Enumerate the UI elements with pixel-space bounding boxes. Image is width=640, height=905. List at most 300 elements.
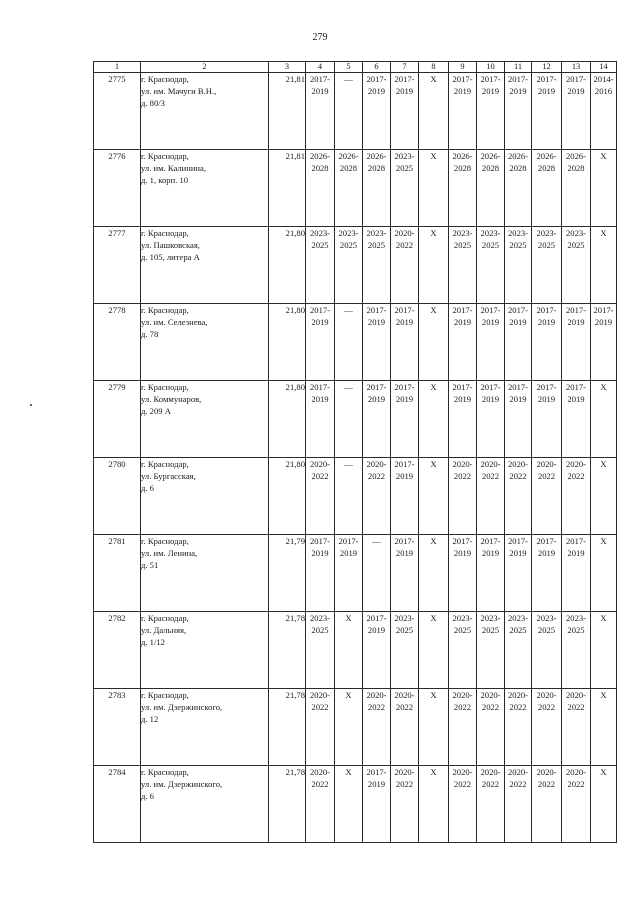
period-line: 2022 <box>311 471 329 481</box>
period-line: — <box>372 536 381 546</box>
period-line: — <box>344 459 353 469</box>
table-row <box>94 73 617 150</box>
period-cell-col-14 <box>591 689 617 766</box>
period-line: 2017- <box>338 536 359 546</box>
period-cell-col-12 <box>532 535 562 612</box>
period-cell-col-5 <box>335 73 363 150</box>
period-line: 2019 <box>453 86 472 96</box>
period-line: 2019 <box>481 317 500 327</box>
period-line: 2025 <box>367 240 386 250</box>
period-cell-col-6 <box>363 766 391 843</box>
period-line: 2028 <box>311 163 329 173</box>
table-body <box>94 73 617 843</box>
period-line: 2017- <box>394 459 415 469</box>
period-cell-col-4 <box>306 304 335 381</box>
period-line: 2019 <box>567 394 585 404</box>
period-line: 2026- <box>452 151 473 161</box>
period-line: 2017- <box>480 382 501 392</box>
period-line: 2028 <box>567 163 585 173</box>
period-cell-col-11 <box>505 381 532 458</box>
period-line: 2025 <box>453 625 472 635</box>
value-cell: 21,81 <box>269 73 306 150</box>
period-cell-col-7 <box>391 381 419 458</box>
address-line: д. 80/3 <box>141 98 165 108</box>
period-line: 2019 <box>453 394 472 404</box>
period-line: 2019 <box>395 86 414 96</box>
period-line: 2020- <box>536 459 557 469</box>
address-line: ул. им. Ленина, <box>141 548 198 558</box>
period-line: 2025 <box>567 240 585 250</box>
value-cell: 21,80 <box>269 304 306 381</box>
period-line: 2017- <box>536 305 557 315</box>
period-line: 2023- <box>309 613 331 623</box>
period-cell-col-10 <box>477 535 505 612</box>
address-line: д. 12 <box>141 714 159 724</box>
period-line: Х <box>345 613 352 623</box>
housing-register-table <box>93 61 617 843</box>
period-line: Х <box>430 767 437 777</box>
period-cell-col-8 <box>419 766 449 843</box>
period-cell-col-10 <box>477 689 505 766</box>
period-cell-col-11 <box>505 73 532 150</box>
period-cell-col-8 <box>419 689 449 766</box>
period-cell-col-7 <box>391 766 419 843</box>
period-line: — <box>344 382 353 392</box>
address-line: г. Краснодар, <box>141 151 189 161</box>
period-cell-col-9 <box>449 227 477 304</box>
period-line: 2020- <box>452 459 473 469</box>
period-cell-col-5 <box>335 150 363 227</box>
period-line: 2022 <box>481 471 500 481</box>
address-line: ул. им. Дзержинского, <box>141 779 223 789</box>
address-cell <box>141 535 269 612</box>
table-row <box>94 766 617 843</box>
period-cell-col-10 <box>477 612 505 689</box>
period-line: 2028 <box>481 163 500 173</box>
record-number-cell: 2783 <box>94 689 141 766</box>
address-line: г. Краснодар, <box>141 690 189 700</box>
period-line: 2026- <box>565 151 587 161</box>
period-line: 2022 <box>453 702 472 712</box>
address-line: д. 1, корп. 10 <box>141 175 189 185</box>
period-line: 2028 <box>453 163 472 173</box>
period-cell-col-5 <box>335 535 363 612</box>
record-number-cell: 2782 <box>94 612 141 689</box>
period-line: 2020- <box>452 690 473 700</box>
period-cell-col-9 <box>449 612 477 689</box>
column-header-6: 6 <box>363 62 391 73</box>
column-header-8: 8 <box>419 62 449 73</box>
period-cell-col-10 <box>477 150 505 227</box>
period-line: 2025 <box>481 625 500 635</box>
period-line: 2019 <box>567 317 585 327</box>
period-line: 2017- <box>452 536 473 546</box>
column-number-row <box>94 62 617 73</box>
period-line: 2017- <box>366 382 387 392</box>
period-line: 2019 <box>481 86 500 96</box>
period-line: 2022 <box>567 471 585 481</box>
address-cell <box>141 458 269 535</box>
period-line: 2014- <box>593 74 614 84</box>
period-cell-col-5 <box>335 304 363 381</box>
period-cell-col-11 <box>505 612 532 689</box>
period-cell-col-6 <box>363 612 391 689</box>
period-line: 2017- <box>366 767 387 777</box>
period-line: 2017- <box>452 305 473 315</box>
period-line: 2019 <box>311 317 329 327</box>
period-cell-col-4 <box>306 766 335 843</box>
period-cell-col-14 <box>591 612 617 689</box>
period-cell-col-14 <box>591 458 617 535</box>
period-line: 2020- <box>565 459 587 469</box>
period-line: 2019 <box>311 86 329 96</box>
address-line: д. 105, литера А <box>141 252 200 262</box>
period-line: 2022 <box>311 702 329 712</box>
record-number-cell: 2778 <box>94 304 141 381</box>
period-cell-col-9 <box>449 73 477 150</box>
period-line: 2017- <box>309 74 331 84</box>
period-line: 2019 <box>395 548 414 558</box>
period-cell-col-5 <box>335 689 363 766</box>
value-cell: 21,80 <box>269 381 306 458</box>
period-line: 2019 <box>367 625 386 635</box>
period-line: Х <box>600 536 607 546</box>
column-header-13: 13 <box>562 62 591 73</box>
period-cell-col-6 <box>363 381 391 458</box>
period-line: 2017- <box>394 305 415 315</box>
period-line: 2023- <box>480 228 501 238</box>
period-cell-col-13 <box>562 304 591 381</box>
period-line: 2022 <box>509 471 527 481</box>
period-line: 2026- <box>338 151 359 161</box>
period-cell-col-6 <box>363 73 391 150</box>
period-cell-col-10 <box>477 381 505 458</box>
period-line: Х <box>430 536 437 546</box>
period-line: Х <box>430 382 437 392</box>
period-line: Х <box>600 613 607 623</box>
address-line: г. Краснодар, <box>141 536 189 546</box>
period-cell-col-12 <box>532 689 562 766</box>
period-cell-col-12 <box>532 73 562 150</box>
period-line: Х <box>430 151 437 161</box>
period-line: 2020- <box>536 767 557 777</box>
period-line: 2020- <box>366 459 387 469</box>
period-line: 2022 <box>367 702 386 712</box>
address-line: ул. им. Селезнева, <box>141 317 208 327</box>
period-line: — <box>344 305 353 315</box>
period-cell-col-9 <box>449 766 477 843</box>
period-line: 2022 <box>567 702 585 712</box>
period-line: 2022 <box>567 779 585 789</box>
period-cell-col-7 <box>391 612 419 689</box>
period-line: 2023- <box>394 613 415 623</box>
value-cell: 21,80 <box>269 458 306 535</box>
value-cell: 21,78 <box>269 689 306 766</box>
period-line: 2017- <box>593 305 614 315</box>
period-line: Х <box>430 613 437 623</box>
period-line: 2025 <box>453 240 472 250</box>
period-line: 2022 <box>537 779 556 789</box>
period-line: 2022 <box>481 702 500 712</box>
table-row <box>94 689 617 766</box>
period-line: 2020- <box>309 767 331 777</box>
record-number-cell: 2781 <box>94 535 141 612</box>
address-line: г. Краснодар, <box>141 382 189 392</box>
address-cell <box>141 612 269 689</box>
period-line: 2019 <box>537 548 556 558</box>
period-cell-col-4 <box>306 150 335 227</box>
period-line: 2020- <box>366 690 387 700</box>
period-cell-col-5 <box>335 766 363 843</box>
period-line: 2019 <box>567 548 585 558</box>
period-cell-col-14 <box>591 535 617 612</box>
period-line: 2019 <box>567 86 585 96</box>
period-cell-col-6 <box>363 150 391 227</box>
value-cell: 21,80 <box>269 227 306 304</box>
address-line: д. 6 <box>141 791 154 801</box>
period-cell-col-8 <box>419 227 449 304</box>
period-line: 2019 <box>453 317 472 327</box>
period-cell-col-4 <box>306 612 335 689</box>
period-cell-col-14 <box>591 227 617 304</box>
period-line: 2017- <box>366 305 387 315</box>
record-number-cell: 2776 <box>94 150 141 227</box>
period-line: 2017- <box>565 382 587 392</box>
period-cell-col-12 <box>532 766 562 843</box>
period-cell-col-7 <box>391 458 419 535</box>
period-line: 2020- <box>536 690 557 700</box>
record-number-cell: 2779 <box>94 381 141 458</box>
period-line: 2028 <box>339 163 358 173</box>
period-cell-col-4 <box>306 227 335 304</box>
column-header-3: 3 <box>269 62 306 73</box>
table-row <box>94 381 617 458</box>
period-line: 2017- <box>309 382 331 392</box>
address-cell <box>141 227 269 304</box>
period-cell-col-12 <box>532 150 562 227</box>
period-line: 2019 <box>367 317 386 327</box>
period-line: 2025 <box>537 625 556 635</box>
period-line: 2019 <box>509 394 527 404</box>
period-line: 2023- <box>452 613 473 623</box>
period-line: 2019 <box>367 86 386 96</box>
period-cell-col-11 <box>505 304 532 381</box>
period-cell-col-9 <box>449 535 477 612</box>
period-line: 2022 <box>395 779 414 789</box>
period-cell-col-11 <box>505 766 532 843</box>
period-line: Х <box>430 690 437 700</box>
period-cell-col-6 <box>363 304 391 381</box>
period-line: 2019 <box>367 779 386 789</box>
address-line: ул. им. Дзержинского, <box>141 702 223 712</box>
value-cell: 21,79 <box>269 535 306 612</box>
period-line: Х <box>600 151 607 161</box>
column-header-5: 5 <box>335 62 363 73</box>
address-line: д. 209 А <box>141 406 171 416</box>
period-cell-col-13 <box>562 689 591 766</box>
period-line: Х <box>600 382 607 392</box>
period-line: 2017- <box>366 613 387 623</box>
period-cell-col-5 <box>335 612 363 689</box>
period-cell-col-9 <box>449 150 477 227</box>
period-line: 2020- <box>507 690 529 700</box>
period-cell-col-8 <box>419 150 449 227</box>
period-line: 2020- <box>480 459 501 469</box>
period-line: 2017- <box>536 382 557 392</box>
period-line: 2020- <box>565 690 587 700</box>
table-row <box>94 612 617 689</box>
period-cell-col-5 <box>335 381 363 458</box>
period-line: 2026- <box>480 151 501 161</box>
address-cell <box>141 766 269 843</box>
period-cell-col-10 <box>477 304 505 381</box>
period-cell-col-11 <box>505 150 532 227</box>
record-number-cell: 2780 <box>94 458 141 535</box>
period-cell-col-13 <box>562 381 591 458</box>
period-line: 2022 <box>481 779 500 789</box>
address-cell <box>141 73 269 150</box>
period-cell-col-6 <box>363 535 391 612</box>
column-header-7: 7 <box>391 62 419 73</box>
period-line: 2022 <box>311 779 329 789</box>
column-header-1: 1 <box>94 62 141 73</box>
period-cell-col-4 <box>306 73 335 150</box>
period-line: 2022 <box>509 779 527 789</box>
table-row <box>94 304 617 381</box>
address-line: ул. Пашковская, <box>141 240 200 250</box>
period-line: 2017- <box>394 536 415 546</box>
period-cell-col-11 <box>505 535 532 612</box>
period-cell-col-8 <box>419 304 449 381</box>
period-cell-col-12 <box>532 381 562 458</box>
period-line: 2020- <box>394 228 415 238</box>
period-line: 2019 <box>509 317 527 327</box>
address-cell <box>141 150 269 227</box>
record-number-cell: 2777 <box>94 227 141 304</box>
period-cell-col-9 <box>449 689 477 766</box>
period-line: 2026- <box>536 151 557 161</box>
period-line: 2017- <box>507 74 529 84</box>
period-line: 2020- <box>452 767 473 777</box>
period-cell-col-8 <box>419 612 449 689</box>
period-line: 2019 <box>509 548 527 558</box>
column-header-2: 2 <box>141 62 269 73</box>
period-line: 2025 <box>311 625 329 635</box>
period-cell-col-9 <box>449 381 477 458</box>
period-line: Х <box>600 459 607 469</box>
period-line: 2026- <box>309 151 331 161</box>
period-line: 2017- <box>452 74 473 84</box>
period-cell-col-14 <box>591 73 617 150</box>
period-cell-col-13 <box>562 73 591 150</box>
period-line: 2020- <box>309 459 331 469</box>
period-line: 2017- <box>565 536 587 546</box>
period-cell-col-7 <box>391 535 419 612</box>
address-line: ул. Дальняя, <box>141 625 187 635</box>
period-line: 2019 <box>395 394 414 404</box>
period-line: 2019 <box>395 317 414 327</box>
period-cell-col-13 <box>562 150 591 227</box>
period-line: 2025 <box>395 163 414 173</box>
address-line: ул. им. Калинина, <box>141 163 206 173</box>
period-line: 2022 <box>367 471 386 481</box>
period-line: 2028 <box>537 163 556 173</box>
address-line: ул. Коммунаров, <box>141 394 202 404</box>
period-cell-col-14 <box>591 150 617 227</box>
period-line: 2020- <box>480 767 501 777</box>
period-cell-col-9 <box>449 304 477 381</box>
table-row <box>94 458 617 535</box>
period-line: 2019 <box>481 548 500 558</box>
period-line: 2022 <box>453 779 472 789</box>
column-header-10: 10 <box>477 62 505 73</box>
period-line: 2023- <box>507 613 529 623</box>
period-line: 2022 <box>537 702 556 712</box>
period-cell-col-11 <box>505 227 532 304</box>
period-line: 2017- <box>452 382 473 392</box>
period-line: Х <box>430 459 437 469</box>
period-cell-col-4 <box>306 689 335 766</box>
column-header-11: 11 <box>505 62 532 73</box>
period-line: 2023- <box>565 613 587 623</box>
period-cell-col-10 <box>477 766 505 843</box>
period-cell-col-6 <box>363 458 391 535</box>
address-line: г. Краснодар, <box>141 74 189 84</box>
period-line: 2023- <box>480 613 501 623</box>
period-line: 2020- <box>394 690 415 700</box>
period-line: 2017- <box>507 382 529 392</box>
period-cell-col-12 <box>532 458 562 535</box>
period-line: 2017- <box>394 382 415 392</box>
value-cell: 21,81 <box>269 150 306 227</box>
period-line: 2017- <box>309 536 331 546</box>
period-line: 2020- <box>394 767 415 777</box>
period-cell-col-5 <box>335 458 363 535</box>
period-cell-col-13 <box>562 227 591 304</box>
period-line: 2017- <box>507 536 529 546</box>
period-cell-col-12 <box>532 304 562 381</box>
record-number-cell: 2775 <box>94 73 141 150</box>
period-line: 2020- <box>565 767 587 777</box>
period-cell-col-11 <box>505 458 532 535</box>
period-line: 2017- <box>507 305 529 315</box>
period-line: 2023- <box>536 613 557 623</box>
period-cell-col-6 <box>363 689 391 766</box>
address-cell <box>141 689 269 766</box>
period-line: Х <box>430 74 437 84</box>
period-cell-col-14 <box>591 381 617 458</box>
address-cell <box>141 304 269 381</box>
column-header-14: 14 <box>591 62 617 73</box>
period-line: 2023- <box>536 228 557 238</box>
period-line: 2020- <box>507 459 529 469</box>
period-line: 2025 <box>311 240 329 250</box>
period-line: 2017- <box>309 305 331 315</box>
period-cell-col-8 <box>419 535 449 612</box>
period-line: 2019 <box>395 471 414 481</box>
period-line: 2026- <box>507 151 529 161</box>
period-line: Х <box>600 690 607 700</box>
period-cell-col-14 <box>591 766 617 843</box>
address-line: ул. им. Мачуги В.Н., <box>141 86 217 96</box>
period-cell-col-4 <box>306 458 335 535</box>
period-line: 2025 <box>537 240 556 250</box>
address-line: г. Краснодар, <box>141 305 189 315</box>
period-line: 2028 <box>509 163 527 173</box>
period-line: 2022 <box>509 702 527 712</box>
period-cell-col-10 <box>477 73 505 150</box>
period-line: 2022 <box>537 471 556 481</box>
